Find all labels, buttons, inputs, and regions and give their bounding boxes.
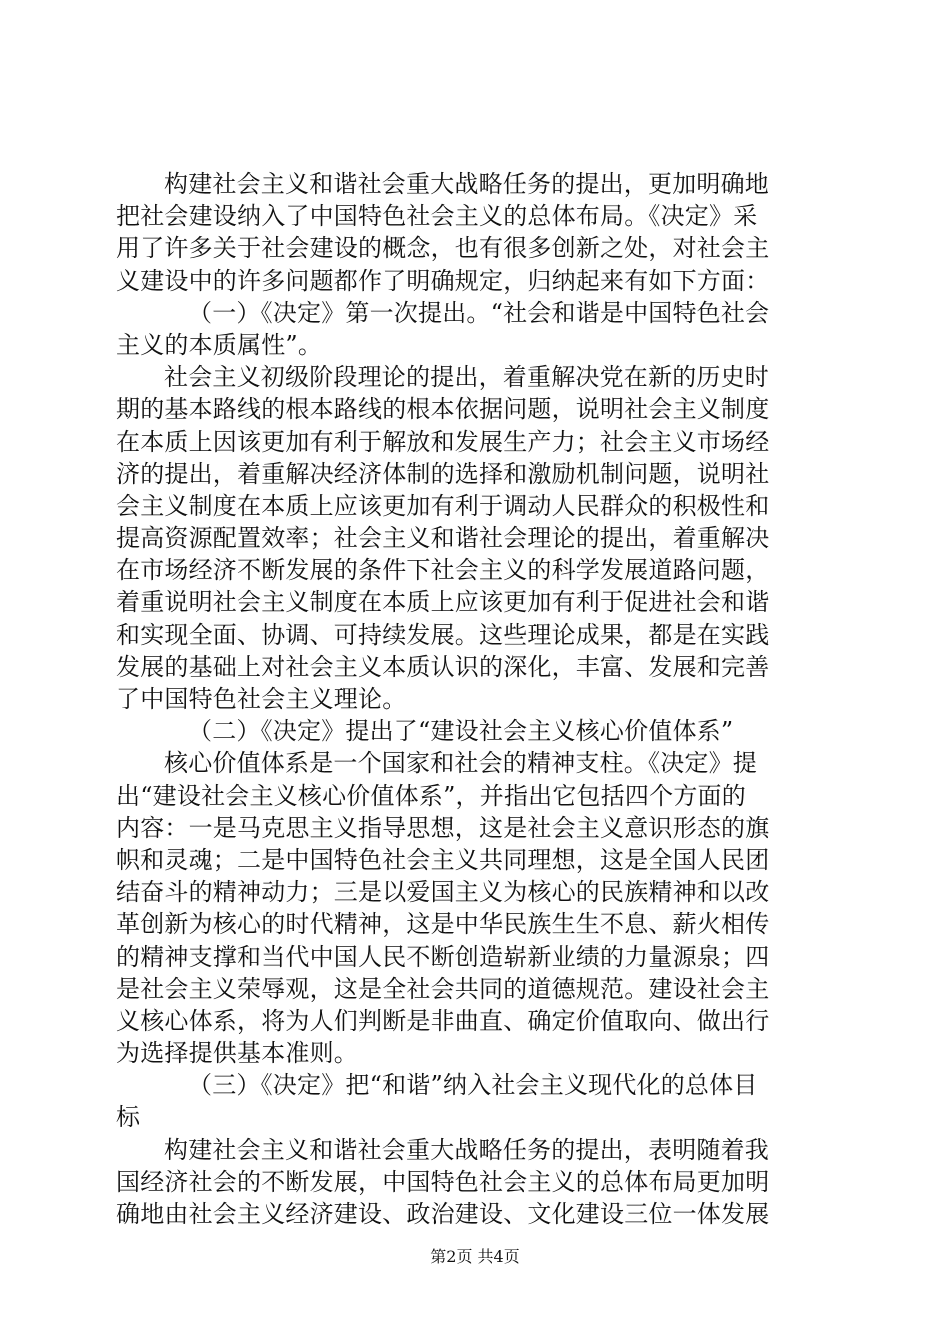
text-line: 内容：一是马克思主义指导思想，这是社会主义意识形态的旗 — [116, 813, 770, 842]
text-line: 出“建设社会主义核心价值体系”，并指出它包括四个方面的 — [116, 781, 746, 810]
text-line: 和实现全面、协调、可持续发展。这些理论成果，都是在实践 — [116, 620, 770, 649]
text-line: 核心价值体系是一个国家和社会的精神支柱。《决定》提 — [164, 749, 757, 778]
text-line: 在本质上因该更加有利于解放和发展生产力；社会主义市场经 — [116, 427, 770, 456]
section-heading-1: （一）《决定》第一次提出。“社会和谐是中国特色社会 — [188, 298, 770, 327]
text-line: 了中国特色社会主义理论。 — [116, 685, 407, 713]
text-line: 义核心体系，将为人们判断是非曲直、确定价值取向、做出行 — [116, 1006, 770, 1035]
text-line: 着重说明社会主义制度在本质上应该更加有利于促进社会和谐 — [116, 588, 770, 617]
text-line: 构建社会主义和谐社会重大战略任务的提出，表明随着我 — [164, 1135, 769, 1164]
text-line: 义建设中的许多问题都作了明确规定，归纳起来有如下方面： — [116, 266, 770, 295]
text-line: 构建社会主义和谐社会重大战略任务的提出，更加明确地 — [164, 170, 769, 198]
text-line: 在市场经济不断发展的条件下社会主义的科学发展道路问题， — [116, 556, 770, 585]
section-heading-2: （二）《决定》提出了“建设社会主义核心价值体系” — [188, 717, 734, 746]
text-line: 为选择提供基本准则。 — [116, 1039, 358, 1068]
text-line: 把社会建设纳入了中国特色社会主义的总体布局。《决定》采 — [116, 202, 758, 231]
text-line: 会主义制度在本质上应该更加有利于调动人民群众的积极性和 — [116, 491, 770, 520]
text-line: 的精神支撑和当代中国人民不断创造崭新业绩的力量源泉；四 — [116, 942, 770, 971]
text-line: 提高资源配置效率；社会主义和谐社会理论的提出，着重解决 — [116, 524, 770, 553]
text-line: 确地由社会主义经济建设、政治建设、文化建设三位一体发展 — [116, 1200, 770, 1228]
text-line: 国经济社会的不断发展，中国特色社会主义的总体布局更加明 — [116, 1167, 770, 1196]
text-line: 是社会主义荣辱观，这是全社会共同的道德规范。建设社会主 — [116, 974, 770, 1003]
section-heading-3-cont: 标 — [116, 1103, 141, 1132]
section-heading-3: （三）《决定》把“和谐”纳入社会主义现代化的总体目 — [188, 1071, 758, 1100]
text-line: 社会主义初级阶段理论的提出，着重解决党在新的历史时 — [164, 363, 769, 392]
text-line: 发展的基础上对社会主义本质认识的深化，丰富、发展和完善 — [116, 652, 770, 681]
text-line: 济的提出，着重解决经济体制的选择和激励机制问题，说明社 — [116, 459, 770, 488]
text-line: 结奋斗的精神动力；三是以爱国主义为核心的民族精神和以改 — [116, 878, 770, 907]
text-line: 革创新为核心的时代精神，这是中华民族生生不息、薪火相传 — [116, 910, 770, 939]
section-heading-1-cont: 主义的本质属性”。 — [116, 330, 323, 359]
page-footer: 第2页 共4页 — [430, 1247, 520, 1266]
text-line: 期的基本路线的根本路线的根本依据问题，说明社会主义制度 — [116, 395, 770, 424]
body-text — [116, 168, 836, 1230]
text-line: 用了许多关于社会建设的概念，也有很多创新之处，对社会主 — [116, 234, 770, 263]
text-line: 帜和灵魂；二是中国特色社会主义共同理想，这是全国人民团 — [116, 845, 770, 874]
